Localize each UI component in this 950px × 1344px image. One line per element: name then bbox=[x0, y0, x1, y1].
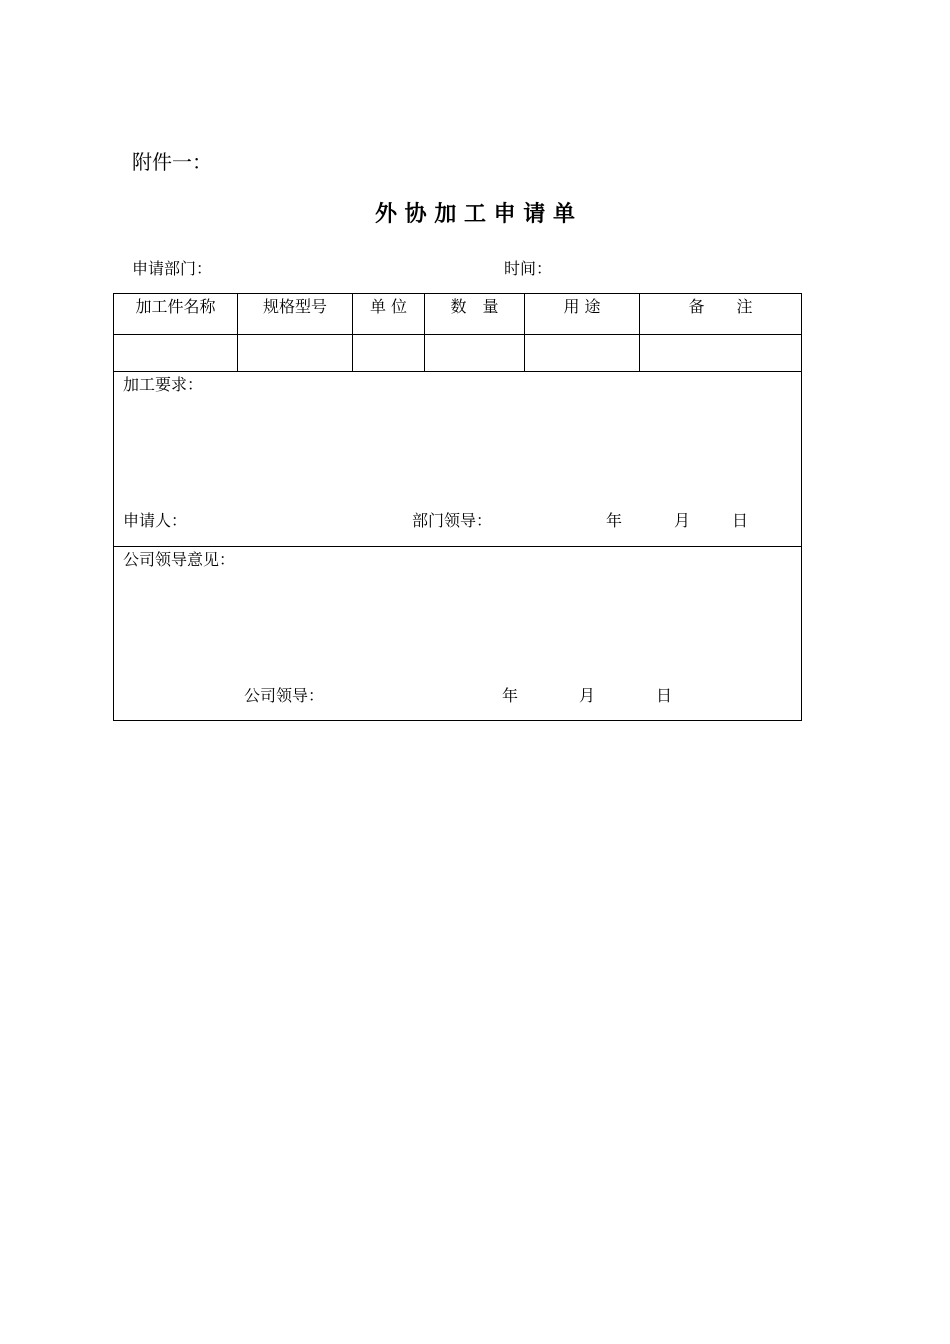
company-leader-label: 公司领导： bbox=[244, 686, 325, 705]
unit-field[interactable] bbox=[353, 335, 424, 371]
processing-requirements-field[interactable] bbox=[114, 398, 801, 506]
dept-sign-day: 日 bbox=[732, 511, 749, 530]
form-title: 外 协 加 工 申 请 单 bbox=[375, 202, 575, 227]
item-row-divider bbox=[114, 371, 801, 372]
application-form-table bbox=[113, 293, 802, 721]
column-header-part-name: 加工件名称 bbox=[135, 297, 216, 316]
section-divider bbox=[114, 546, 801, 547]
column-header-quantity: 数 量 bbox=[450, 297, 499, 316]
company-sign-month: 月 bbox=[579, 686, 596, 705]
column-header-unit: 单 位 bbox=[369, 297, 408, 316]
applicant-label: 申请人： bbox=[123, 511, 188, 530]
column-header-remarks: 备 注 bbox=[688, 297, 753, 316]
dept-sign-month: 月 bbox=[674, 511, 691, 530]
part-name-field[interactable] bbox=[114, 335, 237, 371]
usage-field[interactable] bbox=[525, 335, 639, 371]
company-opinion-field[interactable] bbox=[114, 574, 801, 682]
time-label: 时间： bbox=[504, 259, 553, 278]
company-sign-day: 日 bbox=[656, 686, 673, 705]
attachment-label: 附件一： bbox=[132, 150, 212, 174]
column-header-usage: 用 途 bbox=[563, 297, 601, 316]
remarks-field[interactable] bbox=[640, 335, 801, 371]
dept-sign-year: 年 bbox=[606, 511, 623, 530]
processing-requirements-label: 加工要求： bbox=[123, 375, 204, 394]
company-sign-year: 年 bbox=[502, 686, 519, 705]
spec-model-field[interactable] bbox=[238, 335, 352, 371]
column-header-spec-model: 规格型号 bbox=[262, 297, 327, 316]
company-opinion-label: 公司领导意见： bbox=[123, 550, 236, 569]
dept-leader-label: 部门领导： bbox=[412, 511, 493, 530]
quantity-field[interactable] bbox=[425, 335, 524, 371]
department-label: 申请部门： bbox=[132, 259, 213, 278]
